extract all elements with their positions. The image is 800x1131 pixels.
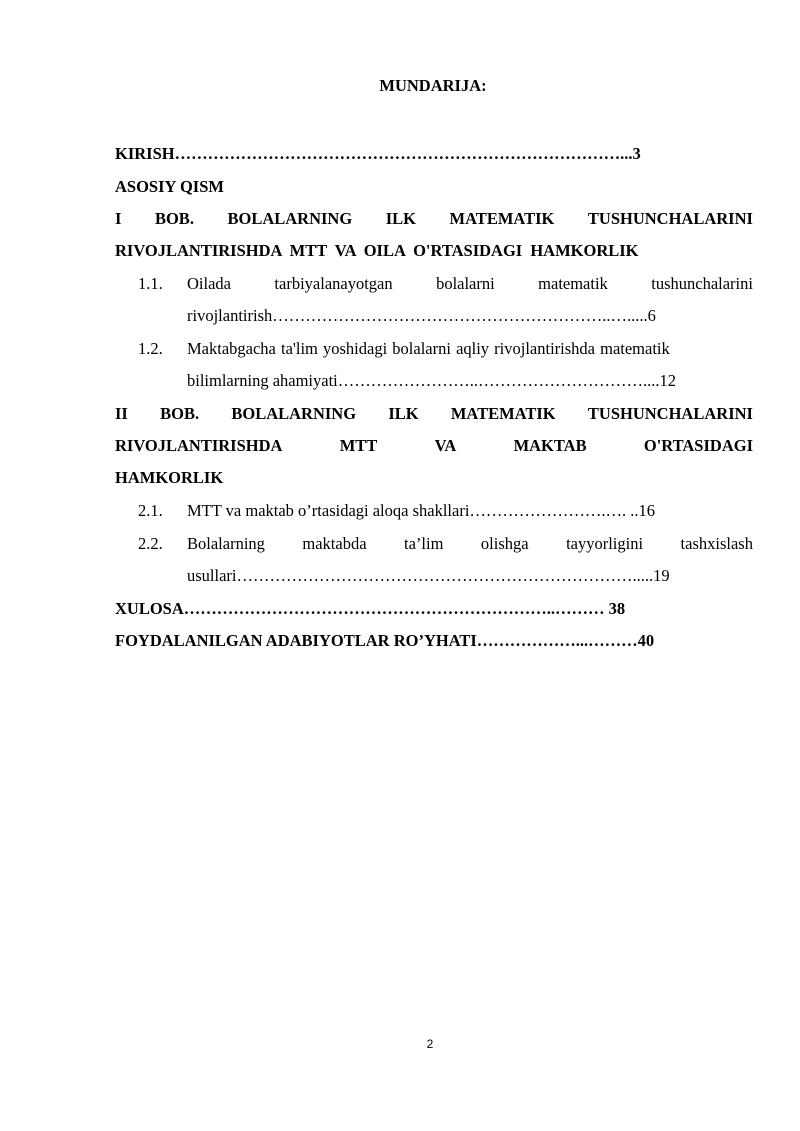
word: bolalarni — [436, 274, 495, 293]
word: VA — [434, 436, 457, 455]
toc-chapter-1-title-line2: RIVOJLANTIRISHDA MTT VA OILA O'RTASIDAGI HAMKORLIK — [115, 241, 639, 260]
toc-section-2-2-number: 2.2. — [138, 534, 163, 553]
toc-section-2-2-line1 — [187, 533, 753, 555]
toc-chapter-2-title-line1 — [115, 403, 753, 425]
toc-section-1-2-line1: Maktabgacha ta'lim yoshidagi bolalarni aqliy rivojlantirishda matematik — [187, 339, 670, 358]
toc-entry-xulosa: XULOSA…………………………………………………………..……… 38 — [115, 599, 626, 618]
toc-chapter-1-title-line1 — [115, 208, 753, 230]
word: II — [115, 404, 128, 423]
page-number: 2 — [426, 1037, 434, 1051]
toc-section-2-1-number: 2.1. — [138, 501, 163, 520]
word: tarbiyalanayotgan — [274, 274, 393, 293]
toc-section-1-2-number: 1.2. — [138, 339, 163, 358]
word: BOB. — [160, 404, 200, 423]
toc-chapter-2-title-line3: HAMKORLIK — [115, 468, 224, 487]
word: Bolalarning — [187, 534, 265, 553]
word: ILK — [388, 404, 419, 423]
word: TUSHUNCHALARINI — [587, 404, 753, 423]
word: I — [115, 209, 122, 228]
word: ILK — [385, 209, 416, 228]
word: RIVOJLANTIRISHDA — [115, 436, 283, 455]
word: BOLALARNING — [231, 404, 357, 423]
toc-entry-adabiyotlar: FOYDALANILGAN ADABIYOTLAR RO’YHATI………………...………40 — [115, 631, 655, 650]
word: O'RTASIDAGI — [643, 436, 753, 455]
toc-section-2-1-line1: MTT va maktab o’rtasidagi aloqa shakllari…………………….…. ..16 — [187, 501, 656, 520]
word: TUSHUNCHALARINI — [587, 209, 753, 228]
word: matematik — [538, 274, 608, 293]
word: BOB. — [154, 209, 194, 228]
toc-entry-kirish: KIRISH………………………………………………………………………...3 — [115, 144, 641, 163]
word: Oilada — [187, 274, 231, 293]
toc-section-2-2-line2: usullari……………………………………………………………….....19 — [187, 566, 670, 585]
word: MATEMATIK — [449, 209, 555, 228]
word: ta’lim — [404, 534, 444, 553]
toc-heading: MUNDARIJA: — [379, 76, 487, 95]
word: olishga — [480, 534, 529, 553]
word: maktabda — [302, 534, 367, 553]
word: tashxislash — [680, 534, 753, 553]
toc-entry-asosiy-qism: ASOSIY QISM — [115, 177, 224, 196]
toc-section-1-1-line1 — [187, 273, 753, 295]
word: tayyorligini — [566, 534, 644, 553]
word: tushunchalarini — [651, 274, 753, 293]
word: MAKTAB — [513, 436, 587, 455]
toc-section-1-1-number: 1.1. — [138, 274, 163, 293]
word: MTT — [339, 436, 378, 455]
word: MATEMATIK — [450, 404, 556, 423]
toc-chapter-2-title-line2 — [115, 435, 753, 457]
toc-section-1-1-line2: rivojlantirish……………………………………………………..….....6 — [187, 306, 656, 325]
toc-section-1-2-line2: bilimlarning ahamiyati……………………..…………………………....12 — [187, 371, 677, 390]
word: BOLALARNING — [227, 209, 353, 228]
